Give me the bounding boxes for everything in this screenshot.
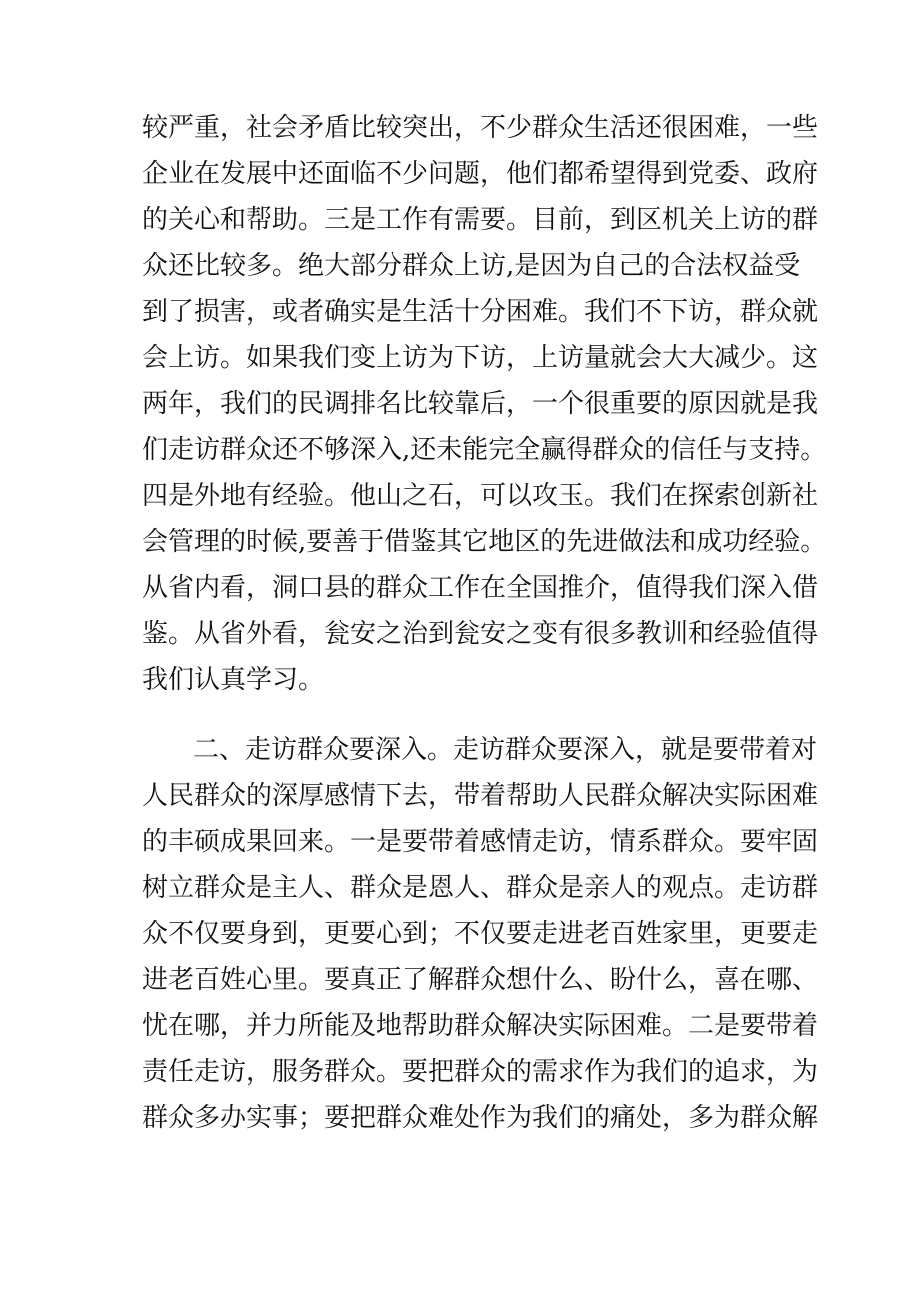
paragraph-line: 会上访。如果我们变上访为下访，上访量就会大大减少。这: [142, 343, 819, 373]
paragraph-line: 群众多办实事；要把群众难处作为我们的痛处，多为群众解: [142, 1103, 819, 1133]
paragraph-line: 四是外地有经验。他山之石，可以攻玉。我们在探索创新社: [142, 481, 819, 511]
paragraph-line: 众不仅要身到，更要心到；不仅要走进老百姓家里，更要走: [142, 919, 819, 949]
paragraph-line: 人民群众的深厚感情下去，带着帮助人民群众解决实际困难: [142, 781, 819, 811]
paragraph-line: 鉴。从省外看，瓮安之治到瓮安之变有很多教训和经验值得: [142, 619, 819, 649]
paragraph-line: 企业在发展中还面临不少问题，他们都希望得到党委、政府: [142, 159, 819, 189]
paragraph-line: 会管理的时候,要善于借鉴其它地区的先进做法和成功经验。: [142, 527, 827, 557]
paragraph-line: 的丰硕成果回来。一是要带着感情走访，情系群众。要牢固: [142, 827, 819, 857]
paragraph-line: 较严重，社会矛盾比较突出，不少群众生活还很困难，一些: [142, 113, 819, 143]
paragraph-line: 进老百姓心里。要真正了解群众想什么、盼什么，喜在哪、: [142, 965, 819, 995]
paragraph-line: 两年，我们的民调排名比较靠后，一个很重要的原因就是我: [142, 389, 819, 419]
paragraph-line: 的关心和帮助。三是工作有需要。目前，到区机关上访的群: [142, 205, 819, 235]
paragraph-line: 我们认真学习。: [142, 665, 325, 695]
paragraph-first-line: 二、走访群众要深入。走访群众要深入，就是要带着对: [193, 735, 818, 765]
paragraph-line: 忧在哪，并力所能及地帮助群众解决实际困难。二是要带着: [142, 1011, 819, 1041]
paragraph-line: 到了损害，或者确实是生活十分困难。我们不下访，群众就: [142, 297, 819, 327]
paragraph-line: 责任走访，服务群众。要把群众的需求作为我们的追求，为: [142, 1057, 819, 1087]
paragraph-line: 树立群众是主人、群众是恩人、群众是亲人的观点。走访群: [142, 873, 819, 903]
paragraph-line: 从省内看，洞口县的群众工作在全国推介，值得我们深入借: [142, 573, 819, 603]
paragraph-line: 们走访群众还不够深入,还未能完全赢得群众的信任与支持。: [142, 435, 827, 465]
paragraph-line: 众还比较多。绝大部分群众上访,是因为自己的合法权益受: [142, 251, 801, 281]
